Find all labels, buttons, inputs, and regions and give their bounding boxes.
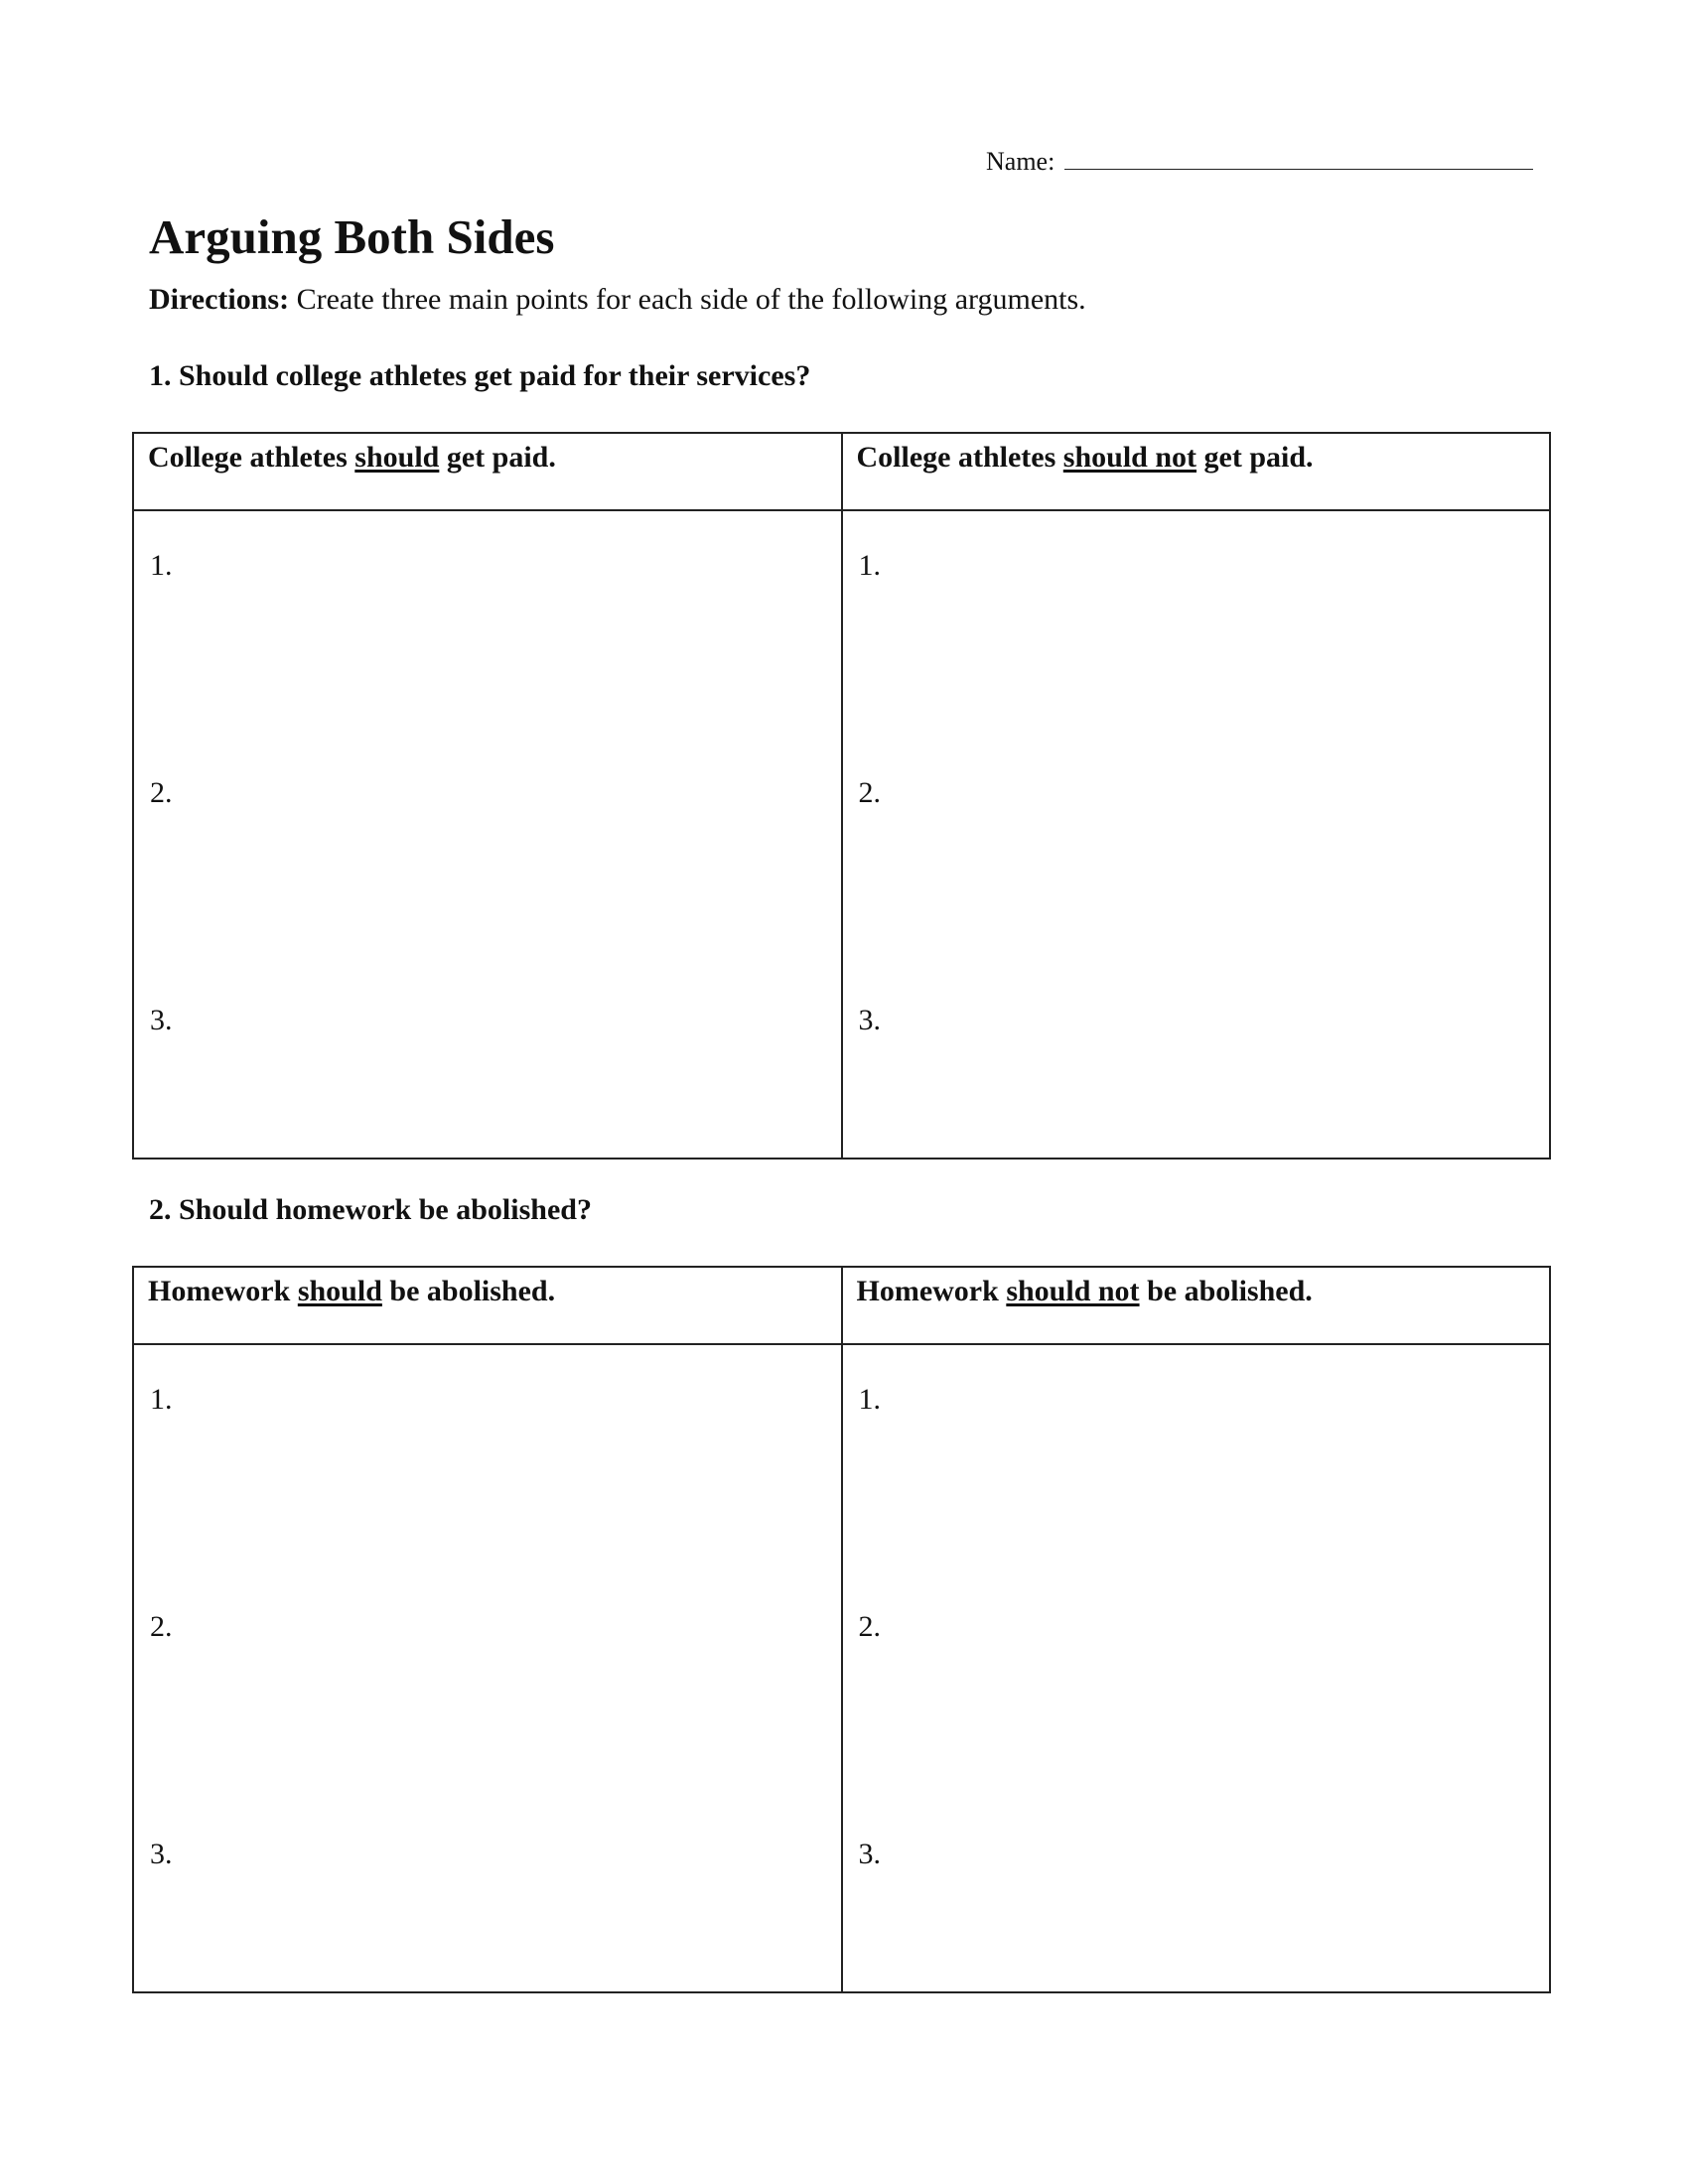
name-label: Name:: [986, 147, 1055, 176]
header-emphasis: should not: [1062, 441, 1197, 474]
point-number-2: 2.: [150, 776, 173, 809]
table-1-header-against: [842, 433, 1551, 510]
name-blank-line[interactable]: [1064, 147, 1533, 170]
header-text: be abolished.: [381, 1275, 556, 1307]
point-number-2: 2.: [150, 1610, 173, 1643]
header-emphasis: should not: [1006, 1275, 1140, 1307]
question-1-prompt: 1. Should college athletes get paid for their services?: [149, 359, 811, 392]
question-2-prompt: 2. Should homework be abolished?: [149, 1193, 592, 1226]
directions: [149, 282, 1086, 318]
point-number-3: 3.: [150, 1838, 173, 1870]
argument-table-1: [132, 432, 1551, 1160]
table-2-answer-cell-for[interactable]: [133, 1344, 842, 1992]
header-text: be abolished.: [1139, 1275, 1313, 1307]
point-number-1: 1.: [150, 1383, 173, 1416]
table-2-answer-cell-against[interactable]: [842, 1344, 1551, 1992]
point-number-1: 1.: [858, 549, 881, 582]
table-1-header-for: [133, 433, 842, 510]
table-2-header-against: [842, 1267, 1551, 1344]
point-number-3: 3.: [150, 1004, 173, 1036]
directions-label: Directions:: [149, 283, 290, 316]
directions-text: Create three main points for each side of the following arguments.: [289, 283, 1086, 316]
point-number-2: 2.: [858, 776, 881, 809]
header-text: College athletes: [148, 441, 355, 474]
point-number-2: 2.: [858, 1610, 881, 1643]
table-2-header-for: [133, 1267, 842, 1344]
point-number-1: 1.: [858, 1383, 881, 1416]
header-text: Homework: [148, 1275, 298, 1307]
name-field[interactable]: [986, 147, 1533, 177]
header-text: College athletes: [856, 441, 1063, 474]
point-number-1: 1.: [150, 549, 173, 582]
point-number-3: 3.: [858, 1004, 881, 1036]
table-1-answer-cell-for[interactable]: [133, 510, 842, 1159]
header-emphasis: should: [297, 1275, 382, 1307]
argument-table-2: [132, 1266, 1551, 1993]
point-number-3: 3.: [858, 1838, 881, 1870]
header-text: get paid.: [1196, 441, 1314, 474]
worksheet-title: Arguing Both Sides: [149, 209, 555, 264]
table-1-answer-cell-against[interactable]: [842, 510, 1551, 1159]
header-emphasis: should: [354, 441, 440, 474]
header-text: get paid.: [439, 441, 556, 474]
header-text: Homework: [856, 1275, 1007, 1307]
